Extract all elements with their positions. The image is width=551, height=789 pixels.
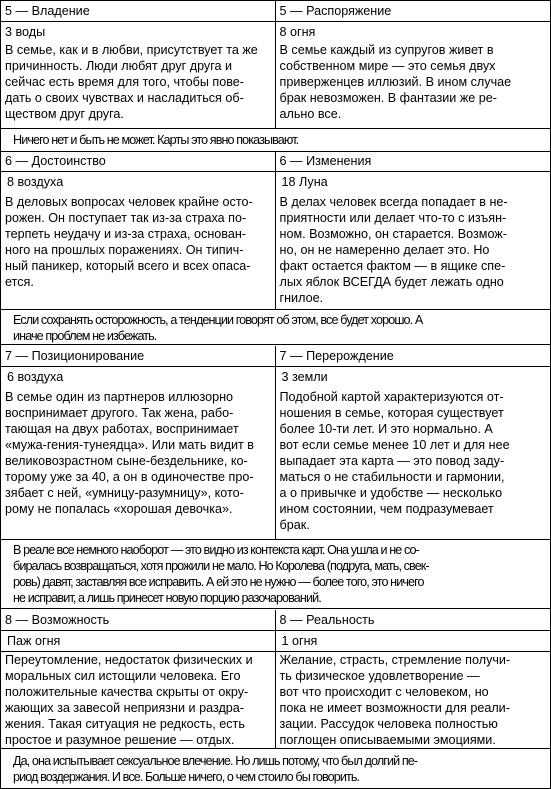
text-line: риод воздержания. И все. Больше ничего, о чем стоило бы говорить.: [13, 770, 360, 784]
text-line: ществом друг друга.: [5, 107, 124, 121]
summary-row: [1, 539, 550, 609]
text-line: более 10-ти лет. И это нормально. А: [279, 422, 493, 436]
section-header-row: [1, 151, 550, 172]
text-line: положительные качества скрыты от окру-: [5, 685, 249, 699]
section-header-row: [1, 610, 550, 631]
text-line: В деловых вопросах человек крайне осто-: [5, 195, 253, 209]
text-line: В семье каждый из супругов живет в: [279, 43, 494, 57]
text-line: сейчас есть время для того, чтобы пове-: [5, 75, 244, 89]
text-line: простое и разумное решение — отдых.: [5, 733, 235, 747]
interpretation-row: [1, 192, 550, 309]
position-header-right: 7 — Перерождение: [279, 349, 394, 363]
text-line: ном. Возможно, он старается. Возмож-: [279, 227, 507, 241]
position-header-left: 8 — Возможность: [1, 610, 276, 630]
text-line: В реале все немного наоборот — это видно из контекста карт. Она ушла и не со-: [13, 543, 419, 557]
text-line: Да, она испытывает сексуальное влечение. Но лишь потому, что был долгий пе-: [13, 754, 418, 768]
text-line: жающих за завесой неприязни и раздра-: [5, 701, 244, 715]
card-row: [1, 22, 550, 42]
card-name-left: Паж огня: [1, 631, 276, 651]
text-line: Желание, страсть, стремление получи-: [279, 653, 511, 667]
text-line: брак.: [279, 518, 310, 532]
text-line: иначе проблем не избежать.: [13, 329, 157, 343]
text-line: В семье, как и в любви, присутствует та же: [5, 43, 258, 57]
text-line: жения. Такая ситуация не редкость, есть: [5, 717, 245, 731]
card-name-left: 3 воды: [1, 22, 276, 42]
section-header-row: [1, 1, 550, 22]
text-line: вот если семье менее 10 лет и для нее: [279, 438, 510, 452]
text-line: рому не попалась «хорошая девочка».: [5, 502, 233, 516]
text-line: ином состоянии, чем подразумевает: [279, 502, 494, 516]
position-header-left: 5 — Владение: [1, 1, 276, 21]
card-name-left: 8 воздуха: [1, 172, 276, 192]
position-header-right: 5 — Распоряжение: [279, 4, 392, 18]
text-line: вот что происходит с человеком, но: [279, 685, 489, 699]
interpretation-right: [276, 42, 551, 128]
text-line: но, он не намеренно делает это. Но: [279, 243, 490, 257]
text-line: лых яблок ВСЕГДА будет лежать одно: [279, 275, 504, 289]
position-header-right: 6 — Изменения: [279, 154, 372, 168]
text-line: зябает с ней, «умницу-разумницу», кото-: [5, 486, 244, 500]
text-line: «мужа-гения-тунеядца». Или мать видит в: [5, 438, 254, 452]
summary-row: [1, 748, 550, 788]
text-line: приверженцев иллюзий. В ином случае: [279, 75, 512, 89]
text-line: поглощен описываемыми эмоциями.: [279, 733, 496, 747]
text-line: В семье один из партнеров иллюзорно: [5, 390, 234, 404]
interpretation-row: [1, 42, 550, 128]
text-line: ношения в семье, которая существует: [279, 406, 504, 420]
text-line: ровь) давят, заставляя все исправить. А ей это не нужно — более того, это ничего: [13, 575, 424, 589]
summary-row: [1, 309, 550, 345]
card-row: [1, 631, 550, 652]
text-line: Подобной картой характеризуются от-: [279, 390, 504, 404]
text-line: торому уже за 40, а он в одиночестве про-: [5, 470, 254, 484]
interpretation-row: [1, 652, 550, 748]
text-line: ется.: [5, 275, 34, 289]
text-line: пока не имеет возможности для реали-: [279, 701, 510, 715]
summary-text: [1, 753, 550, 785]
interpretation-left: [1, 192, 276, 309]
text-line: приятности или делает что-то с изъян-: [279, 211, 507, 225]
text-line: маться о не стабильности и гармонии,: [279, 470, 505, 484]
text-line: ть физическое удовлетворение —: [279, 669, 480, 683]
text-line: В делах человек всегда попадает в не-: [279, 195, 508, 209]
interpretation-right: [276, 387, 551, 539]
text-line: причинность. Люди любят друг друга и: [5, 59, 233, 73]
text-line: великовозрастном сыне-бездельнике, ко-: [5, 454, 248, 468]
summary-text: [1, 542, 550, 606]
card-name-right: 3 земли: [281, 370, 328, 384]
text-line: ный паникер, который всего и всех опаса-: [5, 259, 251, 273]
text-line: тающая на двух работах, воспринимает: [5, 422, 239, 436]
interpretation-left: [1, 652, 276, 748]
text-line: биралась возвращаться, хотя прожили не мало. Но Королева (подруга, мать, свек-: [13, 559, 429, 573]
text-line: зации. Рассудок человека полностью: [279, 717, 498, 731]
text-line: терпеть неудачу и из-за страха, основан-: [5, 227, 247, 241]
interpretation-right: [276, 652, 551, 748]
card-name-right: 8 огня: [279, 25, 316, 39]
interpretation-right: [276, 192, 551, 309]
text-line: Переутомление, недостаток физических и: [5, 653, 253, 667]
text-line: гнилое.: [279, 291, 324, 305]
text-line: дать о своих чувствах и насладиться об-: [5, 91, 244, 105]
text-line: Ничего нет и быть не может. Карты это явно показывают.: [13, 133, 299, 147]
section-header-row: [1, 346, 550, 367]
card-name-left: 6 воздуха: [1, 367, 276, 387]
text-line: а о привычке и удобстве — несколько: [279, 486, 503, 500]
text-line: факт остается фактом — в ящике спе-: [279, 259, 506, 273]
interpretation-left: [1, 387, 276, 539]
summary-text: [1, 312, 550, 344]
position-header-right: 8 — Реальность: [279, 613, 375, 627]
text-line: ально все.: [279, 107, 342, 121]
text-line: рожен. Он поступает так из-за страха по-: [5, 211, 247, 225]
card-row: [1, 172, 550, 192]
text-line: ного на прошлых поражениях. Он типич-: [5, 243, 244, 257]
card-name-right: 1 огня: [281, 634, 318, 648]
position-header-left: 7 — Позиционирование: [1, 346, 276, 366]
summary-text: [1, 129, 550, 151]
text-line: брак невозможен. В фантазии же ре-: [279, 91, 497, 105]
interpretation-left: [1, 42, 276, 128]
text-line: Если сохранять осторожность, а тенденции говорят об этом, все будет хорошо. А: [13, 313, 423, 327]
position-header-left: 6 — Достоинство: [1, 151, 276, 171]
text-line: воспринимает другого. Так жена, рабо-: [5, 406, 234, 420]
interpretation-row: [1, 387, 550, 539]
card-row: [1, 367, 550, 387]
summary-row: [1, 128, 550, 152]
text-line: собственном мире — это семья двух: [279, 59, 496, 73]
text-line: моральных сил истощили человека. Его: [5, 669, 241, 683]
text-line: выпадает эта карта — это повод заду-: [279, 454, 505, 468]
card-name-right: 18 Луна: [281, 175, 328, 189]
text-line: не исправит, а лишь принесет новую порцию разочарований.: [13, 591, 321, 605]
